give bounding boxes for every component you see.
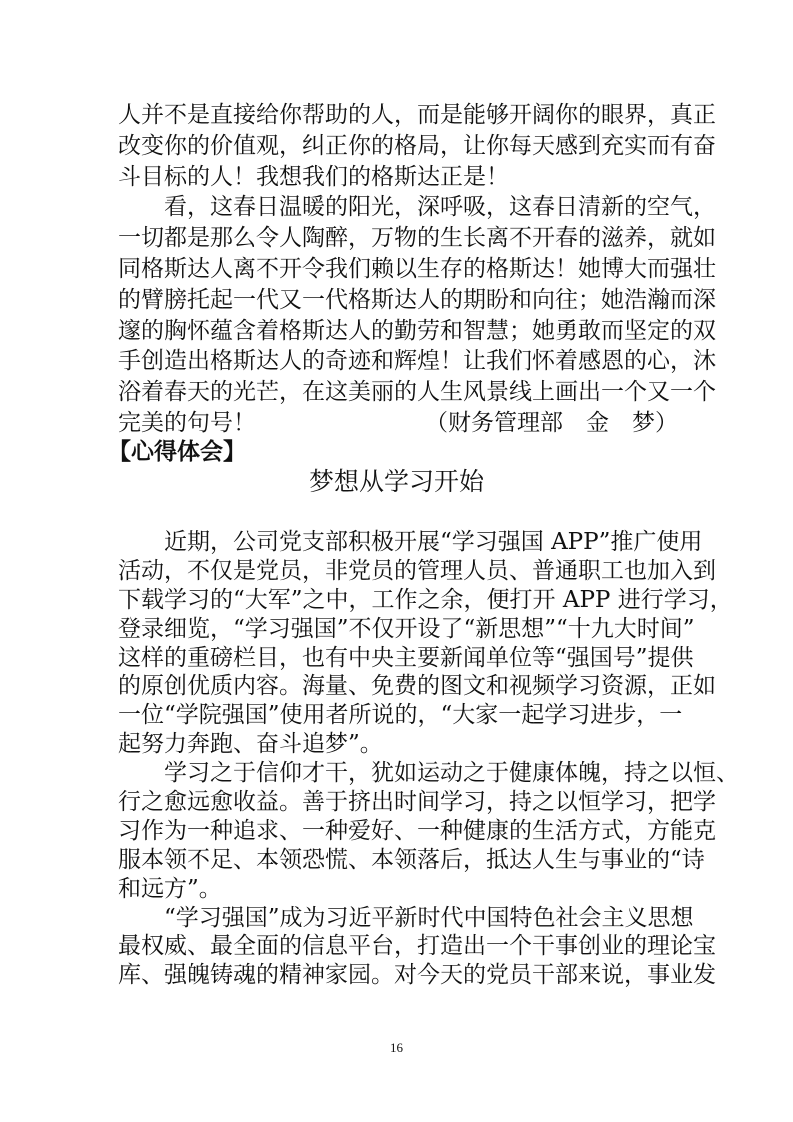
paragraph bbox=[118, 528, 733, 759]
text-line: 最权威、最全面的信息平台，打造出一个干事创业的理论宝 bbox=[118, 933, 716, 960]
page-number: 16 bbox=[390, 1040, 403, 1055]
text-line: 下载学习的“大军”之中，工作之余，便打开 APP 进行学习， bbox=[118, 586, 733, 613]
text-line: 服本领不足、本领恐慌、本领落后，抵达人生与事业的“诗 bbox=[118, 846, 705, 873]
text-line: 一切都是那么令人陶醉，万物的生长离不开春的滋养，就如 bbox=[118, 225, 716, 252]
text-line: 一位“学院强国”使用者所说的，“大家一起学习进步，一 bbox=[118, 702, 683, 729]
text-line: 习作为一种追求、一种爱好、一种健康的生活方式，方能克 bbox=[118, 817, 716, 844]
text-line: 的原创优质内容。海量、免费的图文和视频学习资源，正如 bbox=[118, 673, 716, 700]
text-line: 行之愈远愈收益。善于挤出时间学习，持之以恒学习，把学 bbox=[118, 789, 716, 816]
text-line: 起努力奔跑、奋斗追梦”。 bbox=[118, 731, 383, 758]
paragraph bbox=[118, 100, 716, 192]
text-line: 这样的重磅栏目，也有中央主要新闻单位等“强国号”提供 bbox=[118, 644, 694, 671]
text-line: 的臂膀托起一代又一代格斯达人的期盼和向往；她浩瀚而深 bbox=[118, 286, 716, 313]
text-line: 近期，公司党支部积极开展“学习强国 APP”推广使用 bbox=[164, 529, 703, 555]
text-line: 看，这春日温暖的阳光，深呼吸，这春日清新的空气， bbox=[164, 194, 716, 221]
paragraph bbox=[118, 904, 716, 991]
section-heading: 【心得体会】 bbox=[108, 439, 246, 465]
text-line: 学习之于信仰才干，犹如运动之于健康体魄，持之以恒、 bbox=[164, 760, 739, 787]
text-line: 手创造出格斯达人的奇迹和辉煌！让我们怀着感恩的心，沐 bbox=[118, 348, 716, 375]
closing-text: 完美的句号！ bbox=[118, 409, 256, 436]
text-line: 邃的胸怀蕴含着格斯达人的勤劳和智慧；她勇敢而坚定的双 bbox=[118, 317, 716, 344]
text-line: 和远方”。 bbox=[118, 875, 222, 902]
paragraph bbox=[118, 759, 739, 903]
paragraph bbox=[118, 192, 716, 408]
text-line: 浴着春天的光芒，在这美丽的人生风景线上画出一个又一个 bbox=[118, 379, 716, 406]
section-2-body bbox=[118, 528, 739, 990]
text-line: 人并不是直接给你帮助的人，而是能够开阔你的眼界，真正 bbox=[118, 102, 716, 128]
text-line: 同格斯达人离不开令我们赖以生存的格斯达！她博大而强壮 bbox=[118, 255, 716, 282]
article-title: 梦想从学习开始 bbox=[308, 467, 484, 496]
text-line: 登录细览，“学习强国”不仅开设了“新思想”“十九大时间” bbox=[118, 615, 695, 642]
text-line: 斗目标的人！我想我们的格斯达正是！ bbox=[118, 163, 509, 190]
text-line: 库、强魄铸魂的精神家园。对今天的党员干部来说，事业发 bbox=[118, 962, 716, 989]
text-line: “学习强国”成为习近平新时代中国特色社会主义思想 bbox=[164, 904, 694, 931]
author-signature: （财务管理部 金 梦） bbox=[425, 409, 678, 436]
text-line: 改变你的价值观，纠正你的格局，让你每天感到充实而有奋 bbox=[118, 132, 716, 159]
text-line: 活动，不仅是党员，非党员的管理人员、普通职工也加入到 bbox=[118, 557, 716, 584]
section-1-body bbox=[118, 100, 716, 439]
